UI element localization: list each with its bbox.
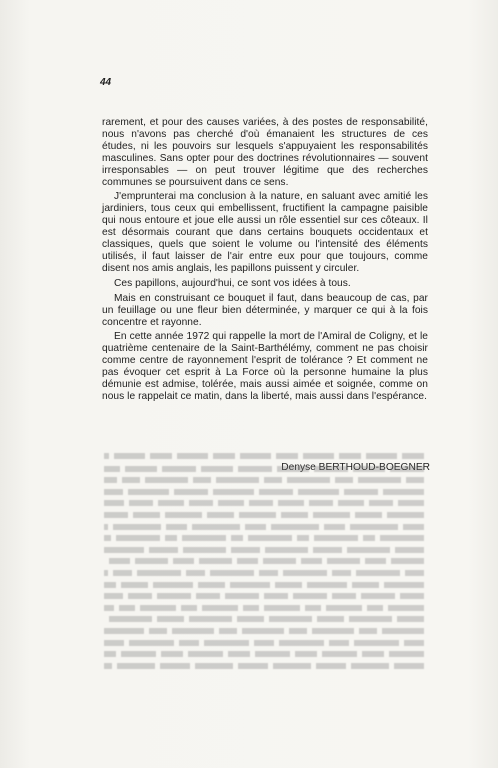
paragraph-4: Mais en construisant ce bouquet il faut, dans beaucoup de cas, par un feuillage ou une fleur bien déterminée, y marquer ce qui à la fois concentre et rayonne. — [102, 292, 428, 328]
author-signature: Denyse BERTHOUD-BOEGNER — [281, 462, 430, 473]
page-number: 44 — [100, 77, 112, 88]
paragraph-5: En cette année 1972 qui rappelle la mort de l'Amiral de Coligny, et le quatrième centenaire de la Saint-Barthélémy, comment ne pas choisir comme centre de rayonnement l'esprit de tolérance ? Et comment ne pas évoquer cet esprit à La Force où la personne humaine la plus démunie est admise, tolérée, mais aussi aimée et soignée, comme on nous le rappelait ce matin, dans la liberté, mais aussi dans l'espérance. — [102, 331, 428, 402]
paragraph-3: Ces papillons, aujourd'hui, ce sont vos idées à tous. — [114, 277, 351, 289]
paragraph-1: rarement, et pour des causes variées, à des postes de responsabilité, nous n'avons pas cherché d'où émanaient les structures de ces études, ni les pouvoirs sur lesquels s'appuyaient les responsabilités masculines. Sans opter pour des doctrines révolutionnaires — souvent irresponsables — on peut trouver légitime que des recherches communes se poursuivent dans ce sens. — [102, 117, 428, 188]
body-text — [102, 117, 428, 406]
paragraph-2: J'emprunterai ma conclusion à la nature, en saluant avec amitié les jardiniers, tous ceux qui embellissent, fructifient la campagne paisible qui nous entoure et joue elle aussi un rôle essentiel sur ces côteaux. Il est désormais courant que dans certains bouquets occidentaux et classiques, quels que soient le volume ou l'intensité des éléments utilisés, il faut laisser de l'air entre eux pour que toujours, comme disent nos amis anglais, les papillons puissent y circuler. — [102, 191, 428, 274]
reverse-side-show-through — [104, 450, 424, 671]
